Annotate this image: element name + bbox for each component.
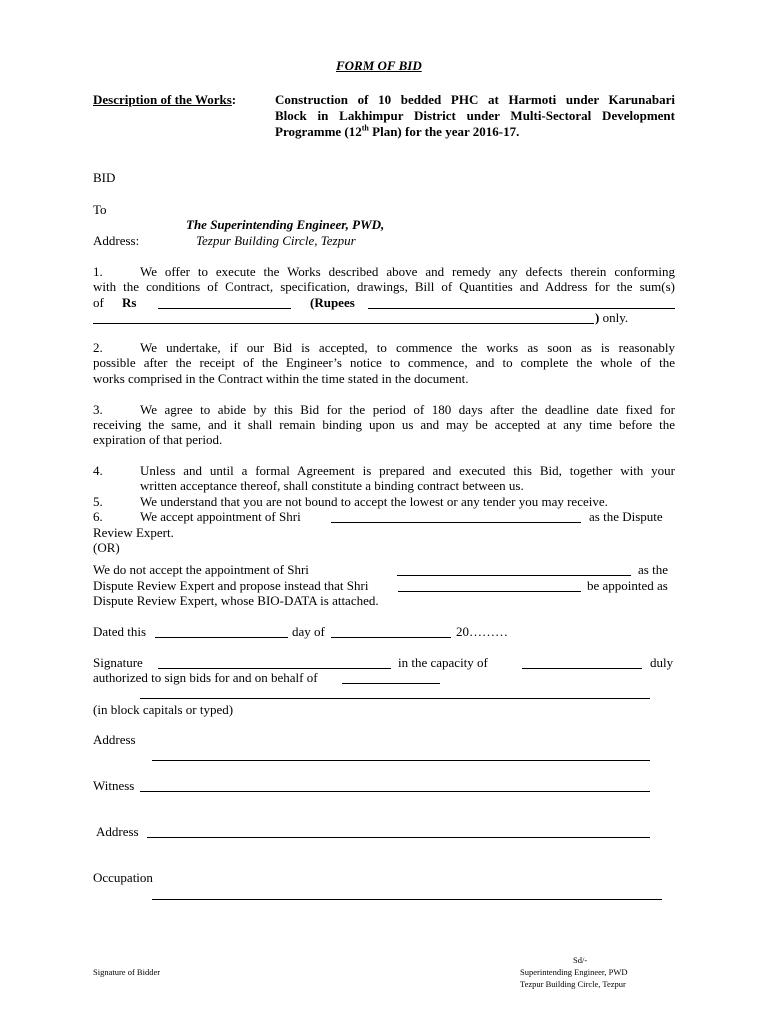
addressee: The Superintending Engineer, PWD, <box>186 217 385 232</box>
description-line-3b: Plan) for the year 2016-17. <box>368 124 520 139</box>
clause-4-line-2: written acceptance thereof, shall constitute a binding contract between us. <box>140 478 524 493</box>
dated-year: 20……… <box>456 624 508 639</box>
footer-designation: Superintending Engineer, PWD <box>520 967 628 977</box>
clause-6-alt-line-2b: be appointed as <box>587 578 668 593</box>
clause-2-line-2: possible after the receipt of the Engineer’s notice to commence, and to complete the whole of the <box>93 355 675 370</box>
clause-6-line-2: Review Expert. <box>93 525 174 540</box>
description-line-2: Block in Lakhimpur District under Multi-Sectoral Development <box>275 108 675 123</box>
clause-2-line-1: We undertake, if our Bid is accepted, to commence the works as soon as is reasonably <box>140 340 675 355</box>
clause-3-line-3: expiration of that period. <box>93 432 223 447</box>
description-line-3a: Programme (12 <box>275 124 362 139</box>
bid-label: BID <box>93 170 116 185</box>
address-label: Address: <box>93 233 140 248</box>
occupation-label: Occupation <box>93 870 153 885</box>
clause-6-line-1b: as the Dispute <box>589 509 663 524</box>
address-3-label: Address <box>96 824 139 839</box>
amount-rs-field[interactable] <box>158 308 291 309</box>
dispute-expert-name-field[interactable] <box>331 522 581 523</box>
occupation-field[interactable] <box>152 899 662 900</box>
footer-circle: Tezpur Building Circle, Tezpur <box>520 979 626 989</box>
amount-words-field-2[interactable] <box>93 323 594 324</box>
behalf-of-field[interactable] <box>342 683 440 684</box>
authorized-label: authorized to sign bids for and on behalf of <box>93 670 318 685</box>
clause-4-num: 4. <box>93 463 103 478</box>
dated-month-field[interactable] <box>331 637 451 638</box>
block-capitals-field[interactable] <box>140 698 650 699</box>
clause-1-rs: Rs <box>122 295 137 310</box>
clause-1-rupees: (Rupees <box>310 295 355 310</box>
witness-label: Witness <box>93 778 135 793</box>
clause-1-num: 1. <box>93 264 103 279</box>
clause-1-line-2: with the conditions of Contract, specification, drawings, Bill of Quantities and Address for the sum(s) <box>93 279 675 294</box>
close-paren: ) <box>595 310 600 325</box>
footer-signature-of-bidder: Signature of Bidder <box>93 967 161 977</box>
signature-label: Signature <box>93 655 143 670</box>
description-colon: : <box>231 92 237 107</box>
clause-3-line-1: We agree to abide by this Bid for the period of 180 days after the deadline date fixed for <box>140 402 675 417</box>
signature-field[interactable] <box>158 668 391 669</box>
clause-1-only-text: only. <box>599 310 629 325</box>
not-accepted-expert-field[interactable] <box>397 575 631 576</box>
clause-2-num: 2. <box>93 340 103 355</box>
clause-2-line-3: works comprised in the Contract within the time stated in the document. <box>93 371 469 386</box>
description-line-3 <box>275 124 519 139</box>
description-superscript: th <box>361 123 369 133</box>
clause-6-or: (OR) <box>93 540 120 555</box>
dated-label: Dated this <box>93 624 147 639</box>
clause-1-of: of <box>93 295 104 310</box>
address-3-field[interactable] <box>147 837 650 838</box>
description-label: Description of the Works <box>93 92 232 107</box>
dated-day-field[interactable] <box>155 637 288 638</box>
clause-5-line-1: We understand that you are not bound to accept the lowest or any tender you may receive. <box>140 494 608 509</box>
address-value: Tezpur Building Circle, Tezpur <box>196 233 356 248</box>
clause-6-alt-line-2a: Dispute Review Expert and propose instead that Shri <box>93 578 369 593</box>
proposed-expert-field[interactable] <box>398 591 581 592</box>
clause-6-alt-line-3: Dispute Review Expert, whose BIO-DATA is attached. <box>93 593 379 608</box>
clause-4-line-1: Unless and until a formal Agreement is prepared and executed this Bid, together with your <box>140 463 675 478</box>
to-label: To <box>93 202 107 217</box>
amount-words-field-1[interactable] <box>368 308 675 309</box>
clause-6-alt-line-1a: We do not accept the appointment of Shri <box>93 562 309 577</box>
clause-3-line-2: receiving the same, and it shall remain binding upon us and may be accepted at any time before the <box>93 417 675 432</box>
clause-6-line-1a: We accept appointment of Shri <box>140 509 301 524</box>
clause-6-num: 6. <box>93 509 103 524</box>
capacity-field[interactable] <box>522 668 642 669</box>
form-title: FORM OF BID <box>336 58 422 73</box>
block-capitals-label: (in block capitals or typed) <box>93 702 234 717</box>
clause-1-close <box>595 310 628 325</box>
clause-1-line-1: We offer to execute the Works described above and remedy any defects therein conforming <box>140 264 675 279</box>
duly-label: duly <box>650 655 674 670</box>
address-2-field[interactable] <box>152 760 650 761</box>
clause-5-num: 5. <box>93 494 103 509</box>
footer-sd: Sd/- <box>573 955 588 965</box>
clause-3-num: 3. <box>93 402 103 417</box>
address-2-label: Address <box>93 732 136 747</box>
clause-6-alt-line-1b: as the <box>638 562 668 577</box>
capacity-label: in the capacity of <box>398 655 488 670</box>
description-line-1: Construction of 10 bedded PHC at Harmoti under Karunabari <box>275 92 675 107</box>
dated-day-of: day of <box>292 624 325 639</box>
description-label-wrap <box>93 92 236 107</box>
witness-field[interactable] <box>140 791 650 792</box>
